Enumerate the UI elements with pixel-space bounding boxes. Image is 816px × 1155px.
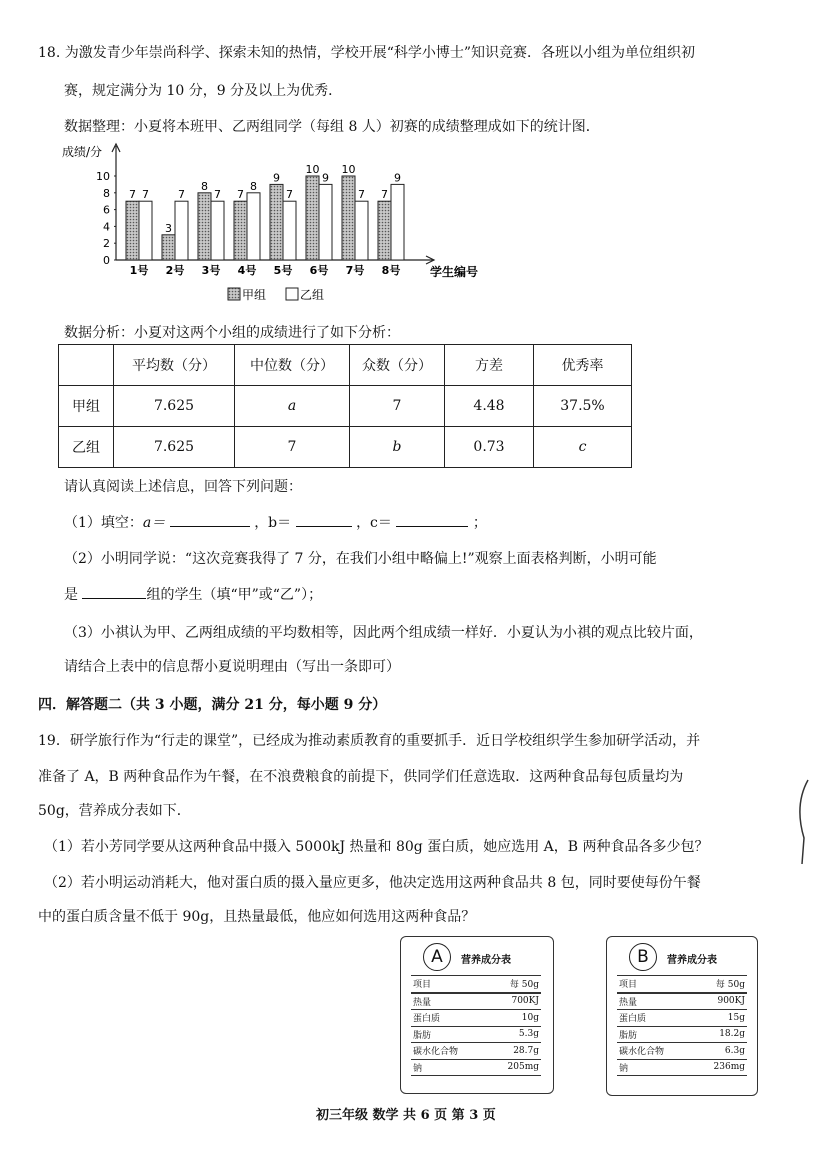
stats-header-cell: 众数（分） <box>350 345 445 386</box>
nutrition-table-a <box>411 975 541 1076</box>
nutrient-name: 脂肪 <box>411 1026 486 1043</box>
nutrition-row <box>617 1043 747 1060</box>
stats-cell: 7 <box>235 427 350 468</box>
bar-jia <box>342 176 355 260</box>
read-prompt: 请认真阅读上述信息，回答下列问题： <box>64 479 302 495</box>
bar-jia <box>126 201 139 260</box>
data-label: 7 <box>214 188 221 202</box>
nutrition-row <box>411 993 541 1010</box>
part2-prefix: 是 <box>64 587 78 603</box>
nutrient-name: 碳水化合物 <box>617 1043 692 1060</box>
stats-table <box>58 344 632 468</box>
nutrition-row <box>411 1026 541 1043</box>
card-letter-b: B <box>629 943 657 971</box>
x-axis-label: 学生编号 <box>430 265 479 279</box>
part1-end: ； <box>472 515 487 531</box>
nutrition-row <box>411 1059 541 1076</box>
bar-yi <box>355 201 368 260</box>
bar-jia <box>306 176 319 260</box>
nutrition-row <box>617 1010 747 1027</box>
answer-blank-b[interactable] <box>296 512 352 527</box>
bar-yi <box>247 193 260 260</box>
x-tick-label: 5号 <box>273 264 293 277</box>
card-letter-a: A <box>423 943 451 971</box>
answer-blank-c[interactable] <box>396 512 468 527</box>
nutrient-value: 205mg <box>486 1059 541 1076</box>
nutrition-card-b <box>606 936 758 1096</box>
stats-cell: a <box>235 386 350 427</box>
section-title: 四．解答题二（共 3 小题，满分 21 分，每小题 9 分） <box>38 697 387 713</box>
stats-header-row <box>59 345 632 386</box>
nutrition-header-cell: 项目 <box>617 976 692 993</box>
y-tick-label: 10 <box>96 170 110 183</box>
stats-row-jia <box>59 386 632 427</box>
data-label: 10 <box>305 163 320 176</box>
stats-cell: b <box>350 427 445 468</box>
stats-row-yi <box>59 427 632 468</box>
nutrient-name: 蛋白质 <box>411 1010 486 1027</box>
card-title: 营养成分表 <box>667 955 717 966</box>
bar-jia <box>378 201 391 260</box>
q18-part1 <box>64 512 487 532</box>
data-label: 3 <box>165 221 172 235</box>
nutrient-value: 10g <box>486 1010 541 1027</box>
stats-header-cell: 优秀率 <box>534 345 632 386</box>
x-tick-label: 2号 <box>165 264 185 277</box>
nutrient-value: 15g <box>692 1010 747 1027</box>
nutrient-value: 28.7g <box>486 1043 541 1060</box>
bar-jia <box>270 184 283 260</box>
stats-cell: 7 <box>350 386 445 427</box>
legend-swatch-yi <box>286 288 298 300</box>
nutrition-header-row <box>617 976 747 993</box>
q19-part2-line2: 中的蛋白质含量不低于 90g，且热量最低，他应如何选用这两种食品？ <box>38 909 476 925</box>
part2-suffix: 组的学生（填“甲”或“乙”）； <box>146 587 323 603</box>
nutrient-name: 脂肪 <box>617 1026 692 1043</box>
nutrient-value: 700KJ <box>486 993 541 1010</box>
data-label: 7 <box>286 188 293 202</box>
bar-yi <box>139 201 152 260</box>
x-tick-label: 7号 <box>345 264 365 277</box>
nutrient-name: 钠 <box>411 1059 486 1076</box>
nutrient-name: 热量 <box>617 993 692 1010</box>
stats-header-cell: 平均数（分） <box>114 345 235 386</box>
y-tick-label: 8 <box>103 186 110 200</box>
data-label: 7 <box>129 188 136 202</box>
q18-data-intro: 数据整理：小夏将本班甲、乙两组同学（每组 8 人）初赛的成绩整理成如下的统计图． <box>64 119 600 135</box>
nutrition-row <box>617 1059 747 1076</box>
y-axis-label: 成绩/分 <box>62 145 103 159</box>
stats-cell: 乙组 <box>59 427 114 468</box>
bar-yi <box>283 201 296 260</box>
nutrition-row <box>617 1026 747 1043</box>
stats-cell: 37.5% <box>534 386 632 427</box>
nutrition-header-cell: 每 50g <box>486 976 541 993</box>
data-label: 9 <box>394 171 401 185</box>
stats-header-cell: 中位数（分） <box>235 345 350 386</box>
nutrient-name: 碳水化合物 <box>411 1043 486 1060</box>
data-label: 9 <box>322 171 329 185</box>
analysis-intro: 数据分析：小夏对这两个小组的成绩进行了如下分析： <box>64 325 400 341</box>
q19-line2: 准备了 A，B 两种食品作为午餐，在不浪费粮食的前提下，供同学们任意选取．这两种食品每包质量均为 <box>38 769 684 785</box>
part1-prefix: （1）填空： <box>64 515 143 531</box>
stats-header-cell <box>59 345 114 386</box>
nutrition-table-b <box>617 975 747 1076</box>
q18-part2-line1: （2）小明同学说：“这次竞赛我得了 7 分，在我们小组中略偏上!”观察上面表格判断，小明可能 <box>64 551 657 567</box>
page-footer: 初三年级 数学 共 6 页 第 3 页 <box>316 1108 496 1123</box>
bar-jia <box>198 193 211 260</box>
q18-line1: 18. 为激发青少年崇尚科学、探索未知的热情，学校开展“科学小博士”知识竞赛．各班以小组为单位组织初 <box>38 45 696 61</box>
nutrient-name: 热量 <box>411 993 486 1010</box>
nutrient-value: 5.3g <box>486 1026 541 1043</box>
stats-cell: 7.625 <box>114 386 235 427</box>
nutrition-header-cell: 每 50g <box>692 976 747 993</box>
part1-c-label: ，c＝ <box>356 515 392 531</box>
bar-yi <box>319 184 332 260</box>
y-tick-label: 2 <box>103 237 110 251</box>
q18-part3-line2: 请结合上表中的信息帮小夏说明理由（写出一条即可） <box>64 659 400 675</box>
q18-part2-line2 <box>64 584 322 604</box>
stats-cell: 甲组 <box>59 386 114 427</box>
q19-line1: 19．研学旅行作为“行走的课堂”，已经成为推动素质教育的重要抓手．近日学校组织学生参加研学活动，并 <box>38 733 701 749</box>
answer-blank-group[interactable] <box>82 584 146 599</box>
stats-header-cell: 方差 <box>445 345 534 386</box>
bar-jia <box>234 201 247 260</box>
nutrient-name: 蛋白质 <box>617 1010 692 1027</box>
nutrition-header-row <box>411 976 541 993</box>
card-title: 营养成分表 <box>461 955 511 966</box>
margin-mark <box>796 778 812 868</box>
q19-part2-line1: （2）若小明运动消耗大，他对蛋白质的摄入量应更多，他决定选用这两种食品共 8 包，同时要使每份午餐 <box>44 875 701 891</box>
nutrition-row <box>617 993 747 1010</box>
x-tick-label: 6号 <box>309 264 329 277</box>
data-label: 7 <box>178 188 185 202</box>
legend-label-jia: 甲组 <box>242 288 267 302</box>
q19-part1: （1）若小芳同学要从这两种食品中摄入 5000kJ 热量和 80g 蛋白质，她应选用 A，B 两种食品各多少包？ <box>44 839 709 855</box>
stats-cell: 0.73 <box>445 427 534 468</box>
nutrition-card-a <box>400 936 554 1094</box>
nutrition-row <box>411 1010 541 1027</box>
y-tick-label: 6 <box>103 203 110 217</box>
nutrient-value: 900KJ <box>692 993 747 1010</box>
nutrition-header-cell: 项目 <box>411 976 486 993</box>
q18-line2: 赛，规定满分为 10 分，9 分及以上为优秀． <box>64 83 343 99</box>
q19-line3: 50g，营养成分表如下． <box>38 803 191 819</box>
y-tick-label: 4 <box>103 220 110 234</box>
x-tick-label: 1号 <box>129 264 149 277</box>
nutrient-value: 6.3g <box>692 1043 747 1060</box>
legend-label-yi: 乙组 <box>300 288 325 302</box>
data-label: 7 <box>358 188 365 202</box>
bar-yi <box>211 201 224 260</box>
x-tick-label: 3号 <box>201 264 221 277</box>
nutrition-row <box>411 1043 541 1060</box>
data-label: 7 <box>142 188 149 202</box>
part1-a-label: a＝ <box>142 515 166 531</box>
answer-blank-a[interactable] <box>170 512 250 527</box>
stats-cell: 7.625 <box>114 427 235 468</box>
data-label: 10 <box>341 163 356 176</box>
data-label: 9 <box>273 171 280 185</box>
bar-yi <box>391 184 404 260</box>
stats-cell: c <box>534 427 632 468</box>
data-label: 7 <box>237 188 244 202</box>
stats-cell: 4.48 <box>445 386 534 427</box>
y-tick-label: 0 <box>103 254 110 267</box>
bar-jia <box>162 235 175 260</box>
part1-b-label: ，b＝ <box>254 515 292 531</box>
legend-swatch-jia <box>228 288 240 300</box>
bar-chart <box>60 140 480 308</box>
data-label: 8 <box>250 179 257 193</box>
data-label: 8 <box>201 179 208 193</box>
data-label: 7 <box>381 188 388 202</box>
bar-yi <box>175 201 188 260</box>
nutrient-value: 236mg <box>692 1059 747 1076</box>
q18-part3-line1: （3）小祺认为甲、乙两组成绩的平均数相等，因此两个组成绩一样好．小夏认为小祺的观点比较片面， <box>64 625 703 641</box>
x-tick-label: 4号 <box>237 264 257 277</box>
nutrient-value: 18.2g <box>692 1026 747 1043</box>
nutrient-name: 钠 <box>617 1059 692 1076</box>
x-tick-label: 8号 <box>381 264 401 277</box>
